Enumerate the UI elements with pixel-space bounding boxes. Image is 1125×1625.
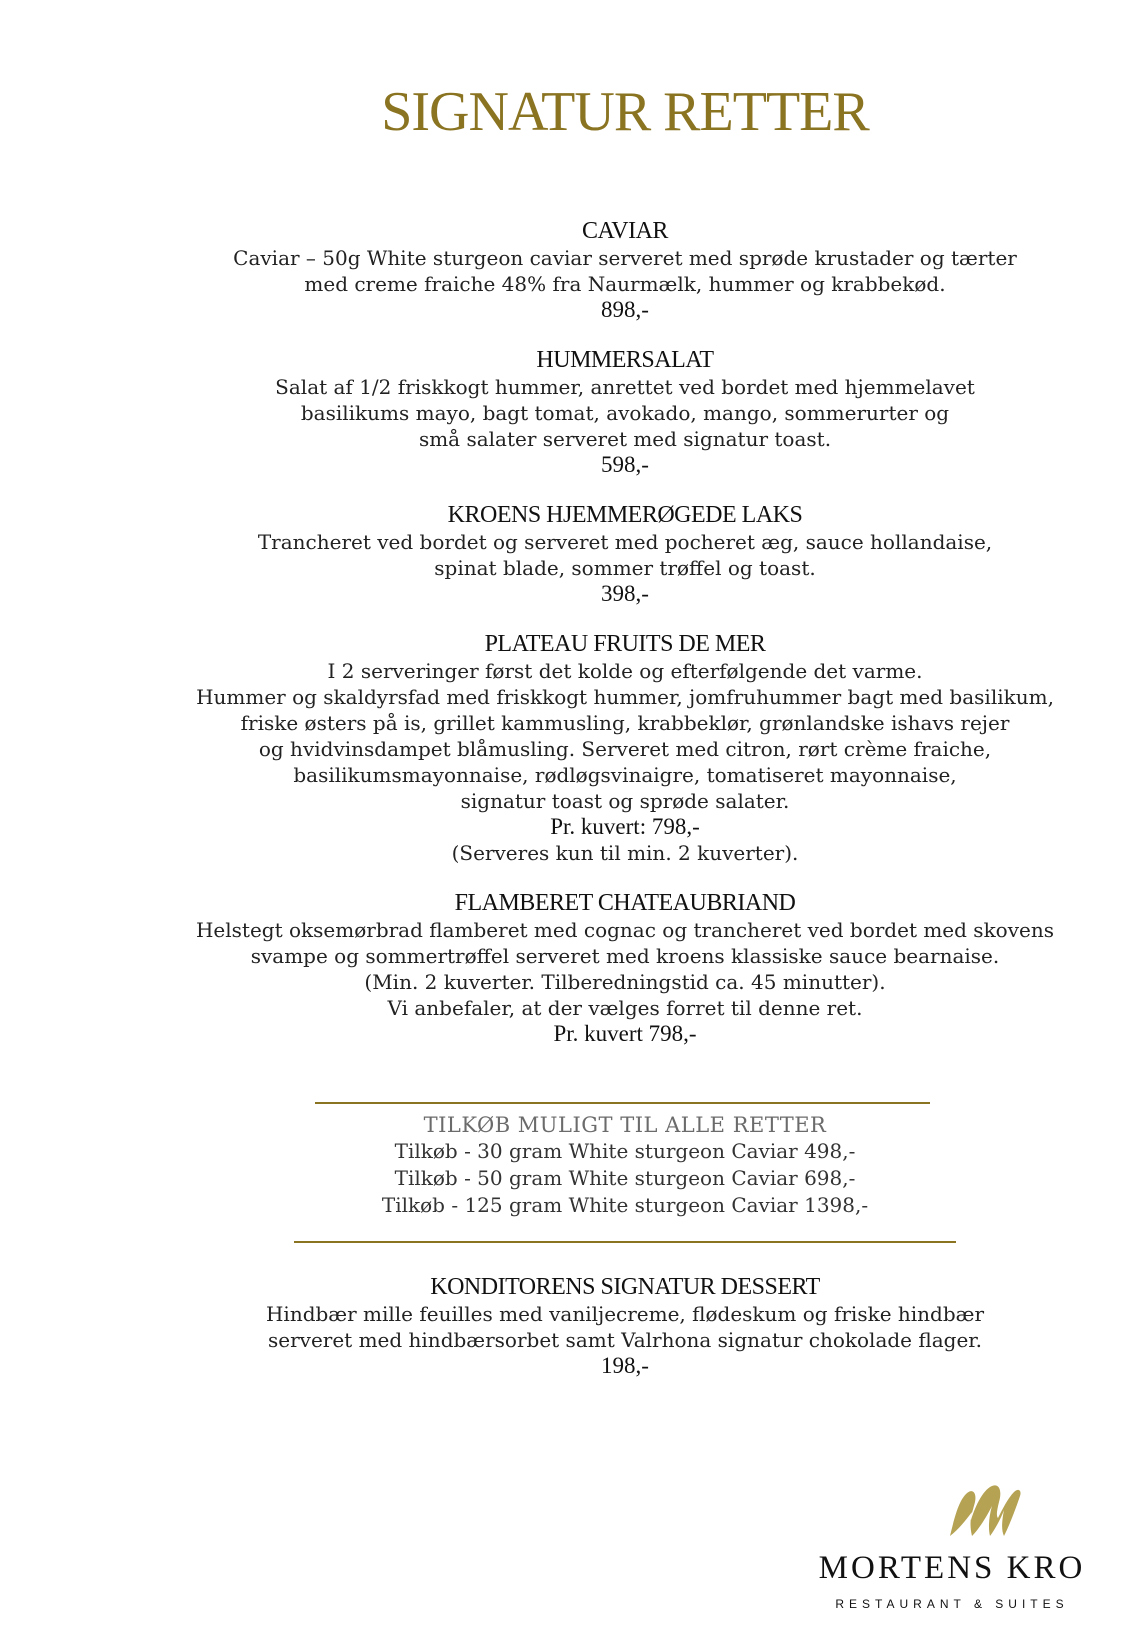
dish-name: KONDITORENS SIGNATUR DESSERT — [430, 1274, 820, 1300]
dish-price: Pr. kuvert: 798,- — [550, 814, 700, 839]
dish-description-line: små salater serveret med signatur toast. — [418, 427, 832, 451]
addon-item: Tilkøb - 30 gram White sturgeon Caviar 498,- — [394, 1139, 856, 1163]
dish-description-line: Hindbær mille feuilles med vaniljecreme, flødeskum og friske hindbær — [265, 1302, 985, 1326]
dish-description-line: signatur toast og sprøde salater. — [460, 789, 790, 813]
dish-description-line: og hvidvinsdampet blåmusling. Serveret med citron, rørt crème fraiche, — [258, 737, 992, 761]
dish-name: HUMMERSALAT — [536, 347, 714, 373]
divider-bottom — [294, 1241, 956, 1243]
dish-name: CAVIAR — [582, 218, 668, 244]
dish-note: (Serveres kun til min. 2 kuverter). — [451, 841, 799, 865]
dish-price: Pr. kuvert 798,- — [553, 1021, 697, 1046]
dish-name: PLATEAU FRUITS DE MER — [484, 631, 766, 657]
dish-description-line: (Min. 2 kuverter. Tilberedningstid ca. 45 minutter). — [364, 970, 886, 994]
dish-description-line: basilikums mayo, bagt tomat, avokado, mango, sommerurter og — [300, 401, 950, 425]
dish-plateau — [0, 631, 1125, 866]
dish-description-line: Salat af 1/2 friskkogt hummer, anrettet ved bordet med hjemmelavet — [275, 375, 975, 399]
dish-name: KROENS HJEMMERØGEDE LAKS — [447, 502, 803, 528]
dish-description-line: friske østers på is, grillet kammusling, krabbeklør, grønlandske ishavs rejer — [240, 711, 1010, 735]
logo-m-icon — [944, 1480, 1024, 1542]
dish-description-line: basilikumsmayonnaise, rødløgsvinaigre, tomatiseret mayonnaise, — [293, 763, 957, 787]
dish-price: 898,- — [601, 297, 649, 322]
dish-dessert — [0, 1274, 1125, 1379]
dish-price: 198,- — [601, 1353, 649, 1378]
menu-title: SIGNATUR RETTER — [381, 81, 869, 143]
dish-description-line: spinat blade, sommer trøffel og toast. — [434, 556, 816, 580]
dish-description-line: svampe og sommertrøffel serveret med kroens klassiske sauce bearnaise. — [250, 944, 1000, 968]
dish-price: 398,- — [601, 581, 649, 606]
dish-description-line: Vi anbefaler, at der vælges forret til denne ret. — [387, 996, 863, 1020]
dish-hummersalat — [0, 347, 1125, 478]
dish-list — [0, 218, 1125, 1071]
dish-name: FLAMBERET CHATEAUBRIAND — [454, 890, 796, 916]
addon-list — [0, 1138, 1125, 1219]
dish-description-line: I 2 serveringer først det kolde og efterfølgende det varme. — [327, 659, 923, 683]
logo-name: MORTENS KRO — [818, 1550, 1086, 1586]
dish-description-line: Helstegt oksemørbrad flamberet med cognac og trancheret ved bordet med skovens — [195, 918, 1055, 942]
addon-item: Tilkøb - 125 gram White sturgeon Caviar 1398,- — [381, 1193, 869, 1217]
addon-title: TILKØB MULIGT TIL ALLE RETTER — [423, 1113, 827, 1137]
dish-description-line: Hummer og skaldyrsfad med friskkogt hummer, jomfruhummer bagt med basilikum, — [196, 685, 1054, 709]
dish-description-line: med creme fraiche 48% fra Naurmælk, hummer og krabbekød. — [304, 272, 946, 296]
logo-subtitle: RESTAURANT & SUITES — [835, 1597, 1069, 1611]
dish-description-line: Trancheret ved bordet og serveret med pocheret æg, sauce hollandaise, — [257, 530, 993, 554]
dish-price: 598,- — [601, 452, 649, 477]
divider-top — [315, 1102, 930, 1104]
dish-chateaubriand — [0, 890, 1125, 1047]
dish-description-line: Caviar – 50g White sturgeon caviar serveret med sprøde krustader og tærter — [233, 246, 1017, 270]
addon-section — [0, 1102, 1125, 1243]
dish-laks — [0, 502, 1125, 607]
addon-item: Tilkøb - 50 gram White sturgeon Caviar 698,- — [394, 1166, 856, 1190]
dish-caviar — [0, 218, 1125, 323]
dish-description-line: serveret med hindbærsorbet samt Valrhona signatur chokolade flager. — [267, 1328, 982, 1352]
restaurant-logo — [812, 1480, 1092, 1610]
